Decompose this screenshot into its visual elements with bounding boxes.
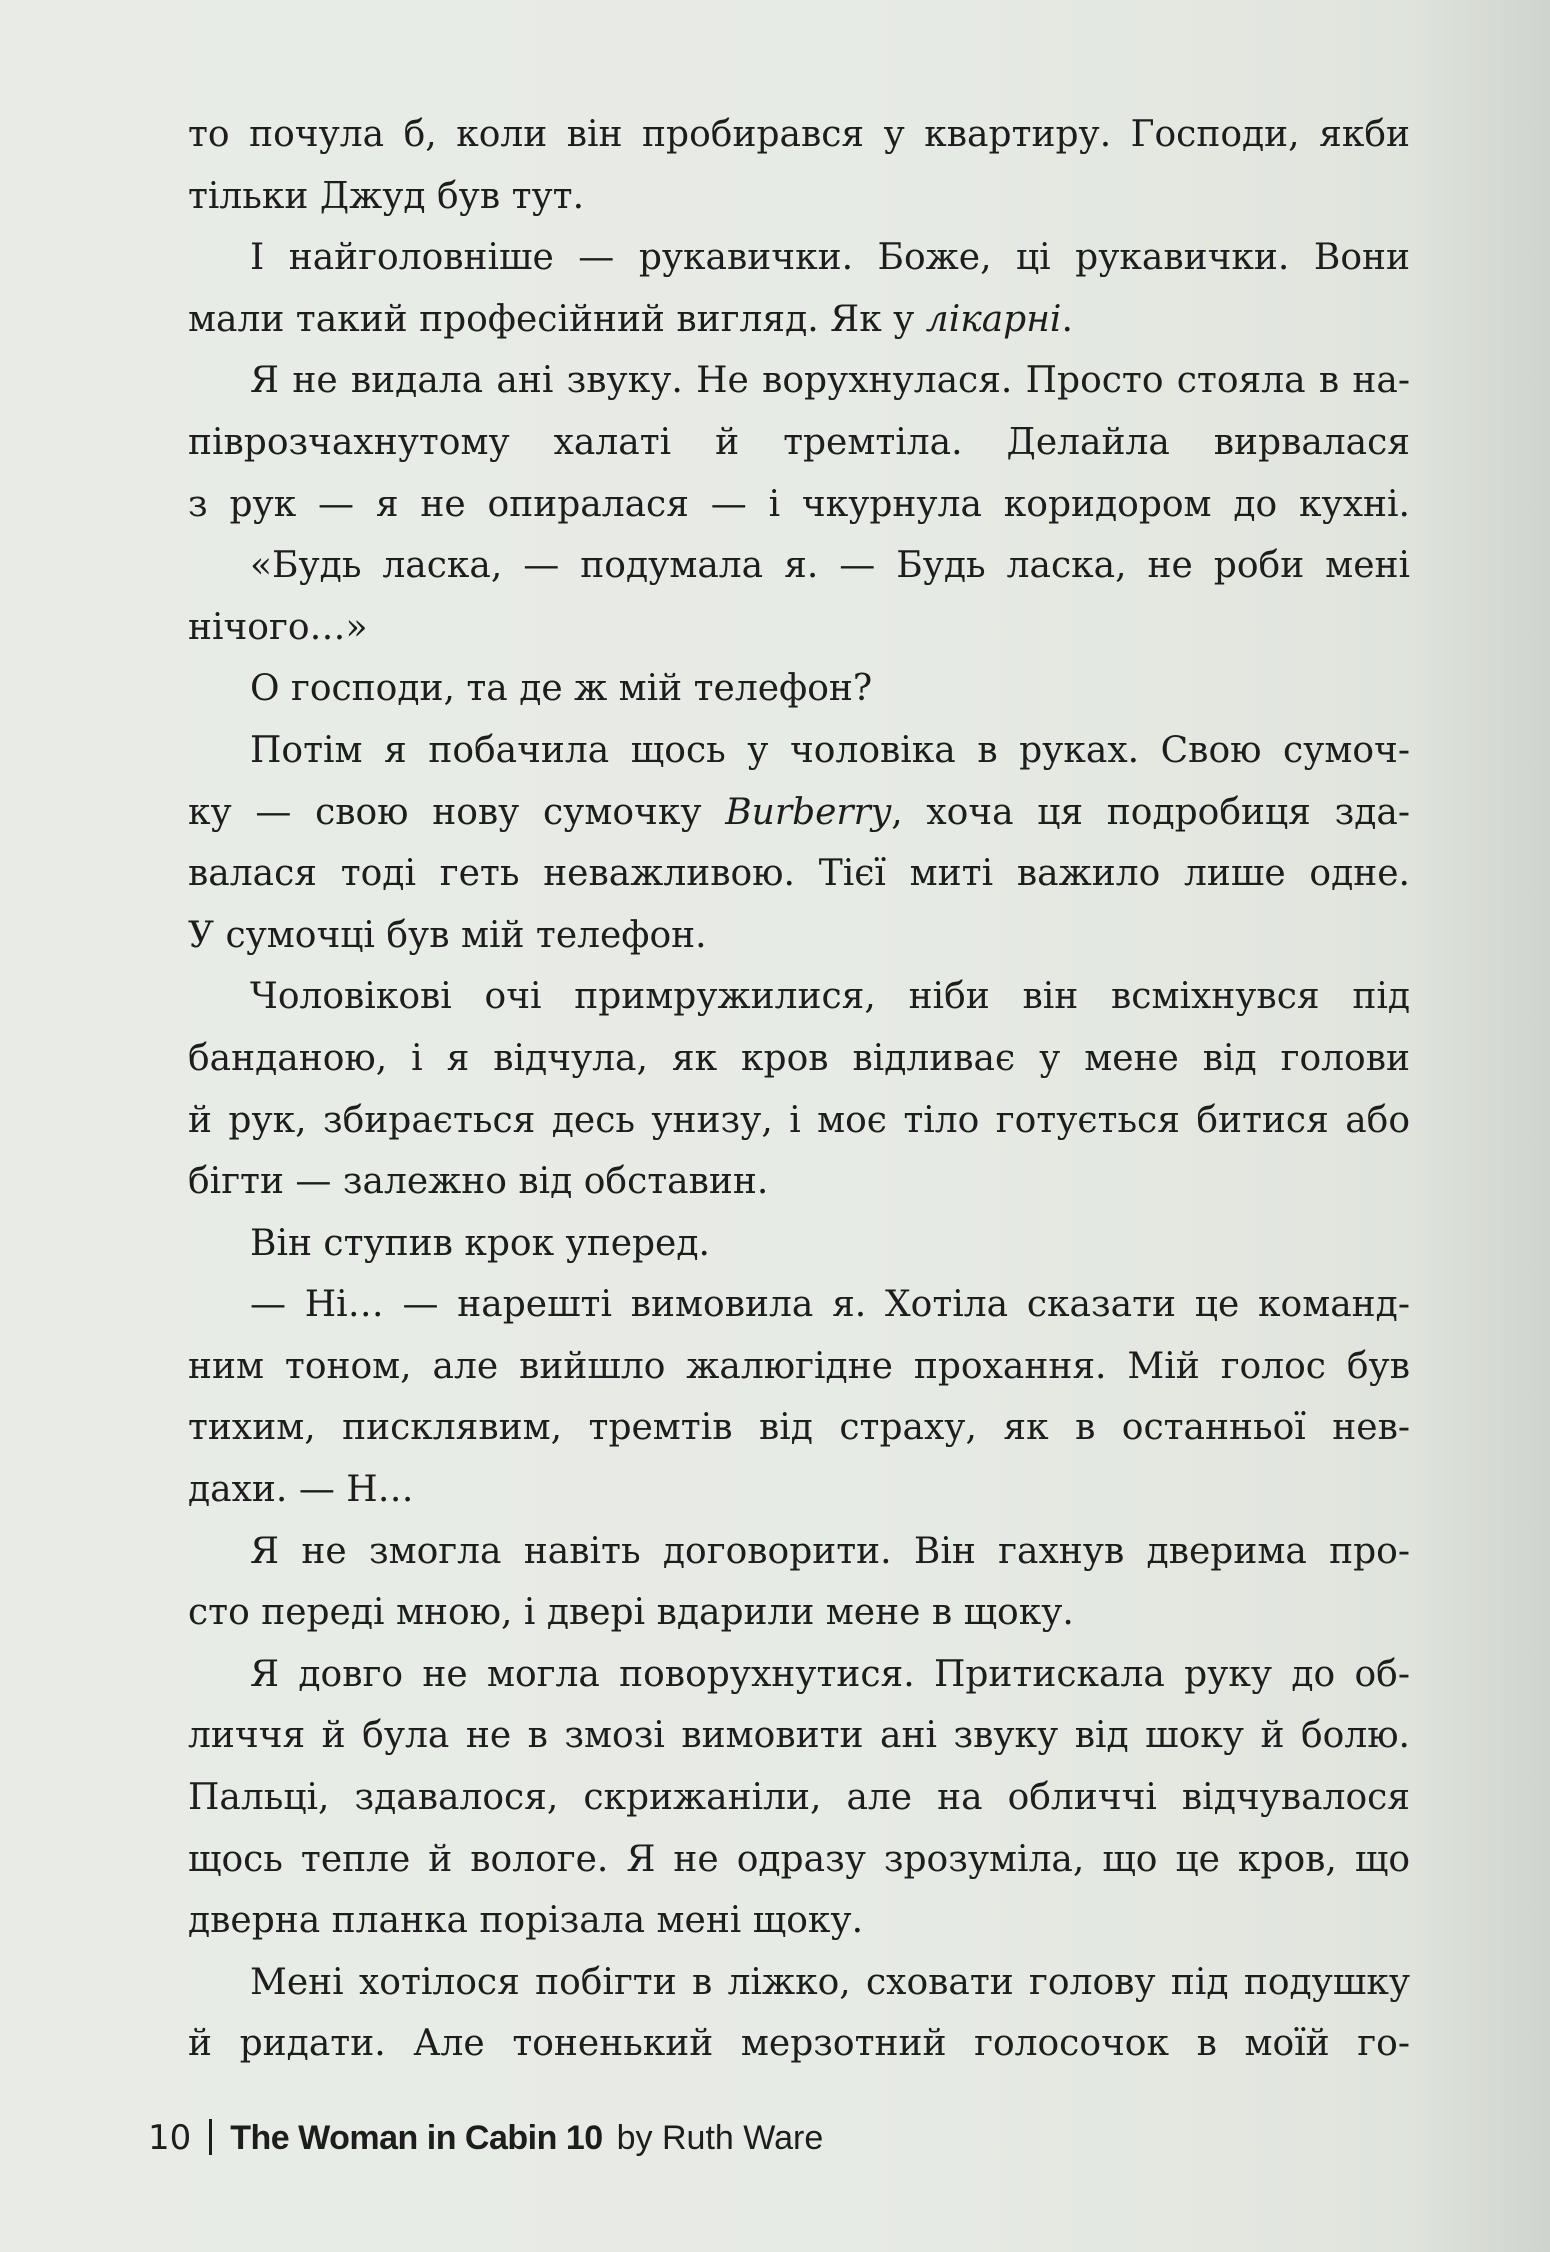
text-line: піврозчахнутому халаті й тремтіла. Делайла вирвалася	[188, 421, 1410, 463]
running-footer	[148, 2112, 823, 2164]
footer-divider	[209, 2119, 212, 2155]
text-line: личчя й була не в змозі вимовити ані звуку від шоку й болю.	[188, 1715, 1410, 1757]
text-line: то почула б, коли він пробирався у квартиру. Господи, якби	[188, 114, 1410, 155]
text-line	[188, 289, 1410, 351]
book-title: The Woman in Cabin 10	[230, 2119, 603, 2157]
text-segment: мали такий професійний вигляд. Як у	[188, 298, 926, 340]
text-line: Я не змогла навіть договорити. Він гахнув дверима про-	[250, 1530, 1410, 1572]
text-segment: , хоча ця подробиця зда-	[891, 791, 1411, 833]
text-segment: ку — свою нову сумочку	[188, 791, 726, 833]
italic-segment: Burberry	[725, 791, 892, 833]
italic-segment: лікарні	[925, 298, 1062, 340]
text-line: Пальці, здавалося, скрижаніли, але на обличчі відчувалося	[188, 1777, 1410, 1819]
text-line: Потім я побачила щось у чоловіка в руках. Свою сумоч-	[250, 729, 1410, 771]
text-line: Він ступив крок уперед.	[250, 1222, 710, 1264]
text-line: тихим, писклявим, тремтів від страху, як в останньої нев-	[188, 1407, 1410, 1449]
text-line: У сумочці був мій телефон.	[188, 914, 707, 956]
text-line: сто переді мною, і двері вдарили мене в щоку.	[188, 1592, 1074, 1634]
text-line: ним тоном, але вийшло жалюгідне прохання. Мій голос був	[188, 1345, 1410, 1387]
text-line: з рук — я не опиралася — і чкурнула коридором до кухні.	[188, 483, 1410, 525]
text-line: Чоловікові очі примружилися, ніби він всміхнувся під	[250, 976, 1410, 1018]
text-line: Я довго не могла поворухнутися. Притискала руку до об-	[250, 1653, 1410, 1695]
text-line: дахи. — Н…	[188, 1469, 414, 1511]
text-line: нічого…»	[188, 606, 368, 648]
text-line: «Будь ласка, — подумала я. — Будь ласка, не роби мені	[250, 545, 1410, 587]
page-number: 10	[148, 2118, 192, 2158]
text-line: бігти — залежно від обставин.	[188, 1161, 769, 1203]
author-byline: by Ruth Ware	[616, 2119, 824, 2157]
text-line	[188, 782, 1410, 844]
text-line: щось тепле й вологе. Я не одразу зрозуміла, що це кров, що	[188, 1838, 1410, 1880]
page-edge-shadow	[1410, 0, 1550, 2252]
text-line: дверна планка порізала мені щоку.	[188, 1900, 864, 1942]
text-line: О господи, та де ж мій телефон?	[250, 668, 873, 710]
text-line: — Ні… — нарешті вимовила я. Хотіла сказати це команд-	[250, 1284, 1410, 1326]
text-line: Я не видала ані звуку. Не ворухнулася. Просто стояла в на-	[250, 360, 1410, 402]
text-line: валася тоді геть неважливою. Тієї миті важило лише одне.	[188, 853, 1410, 895]
text-line: банданою, і я відчула, як кров відливає у мене від голови	[188, 1037, 1410, 1079]
text-line: І найголовніше — рукавички. Боже, ці рукавички. Вони	[250, 237, 1410, 279]
text-line: й ридати. Але тоненький мерзотний голосочок в моїй го-	[188, 2023, 1410, 2065]
text-segment: .	[1061, 298, 1073, 340]
text-line: тільки Джуд був тут.	[188, 175, 585, 217]
body-text	[188, 104, 1410, 2075]
text-line: Мені хотілося побігти в ліжко, сховати голову під подушку	[250, 1961, 1410, 2003]
text-line: й рук, збирається десь унизу, і моє тіло готується битися або	[188, 1099, 1410, 1141]
